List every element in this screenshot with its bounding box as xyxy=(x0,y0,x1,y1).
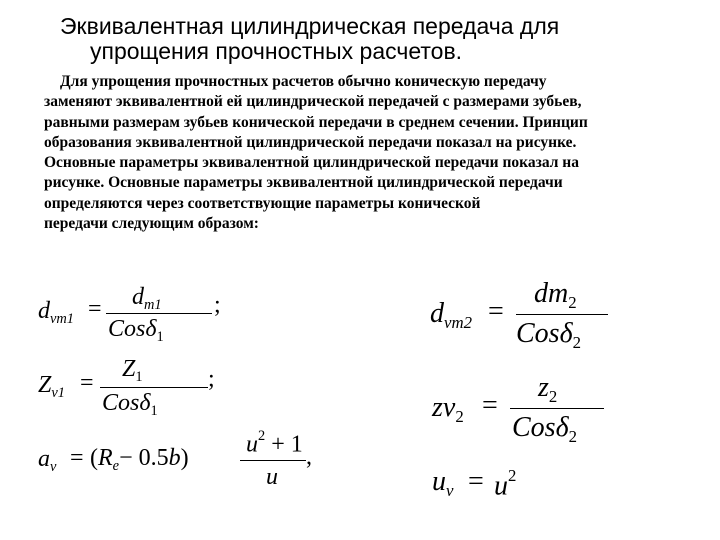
formula-symbol: Z xyxy=(122,356,136,382)
formula-z-v2 xyxy=(432,370,612,450)
paragraph-line: передачи следующим образом: xyxy=(44,215,259,233)
body-paragraph xyxy=(44,72,694,234)
formula-d-vm2 xyxy=(430,278,610,358)
formula-equals: = xyxy=(482,390,498,421)
formula-subscript: 2 xyxy=(455,406,464,426)
formula-symbol: u xyxy=(266,464,278,490)
formula-punct: , xyxy=(306,444,312,470)
fraction-bar xyxy=(100,387,208,388)
title-line-2: упрощения прочностных расчетов. xyxy=(90,38,463,64)
formula-symbol: zv xyxy=(432,392,456,423)
formula-symbol: Cos xyxy=(512,412,556,443)
formula-superscript: 2 xyxy=(258,428,266,444)
formula-subscript: 2 xyxy=(568,292,577,312)
formula-u-v xyxy=(432,462,592,512)
formula-symbol: d xyxy=(38,298,50,324)
formula-symbol: δ xyxy=(139,390,151,416)
fraction-bar xyxy=(106,313,212,314)
formula-symbol: Cos xyxy=(516,318,560,349)
formula-punct: ; xyxy=(214,292,221,318)
formula-equals: = xyxy=(70,445,84,471)
formula-symbol: d xyxy=(430,298,444,329)
formula-subscript: 1 xyxy=(156,329,164,346)
formula-symbol: b xyxy=(168,445,181,471)
paragraph-line: заменяют эквивалентной ей цилиндрической передачей с размерами зубьев, xyxy=(44,93,582,111)
formula-symbol: δ xyxy=(559,318,573,349)
formula-d-vm1 xyxy=(38,284,221,354)
formula-equals: = xyxy=(88,296,102,322)
formula-subscript: 1 xyxy=(135,369,143,386)
paragraph-line: Основные параметры эквивалентной цилиндрической передачи показал на xyxy=(44,154,579,172)
formula-subscript: v1 xyxy=(51,385,65,402)
formula-symbol: dm xyxy=(534,278,569,309)
formula-equals: = xyxy=(488,296,504,327)
paragraph-line: образования эквивалентной цилиндрической передачи показал на рисунке. xyxy=(44,133,577,151)
formula-symbol: Cos xyxy=(108,316,146,342)
formula-subscript: 2 xyxy=(548,386,558,406)
formula-subscript: vm1 xyxy=(50,311,74,328)
formula-symbol: Cos xyxy=(102,390,140,416)
formula-symbol: u xyxy=(494,470,508,502)
paragraph-line: определяются через соответствующие параметры конической xyxy=(44,194,481,212)
formula-subscript: 1 xyxy=(150,403,158,420)
formula-symbol: δ xyxy=(555,412,569,443)
formula-paren: ( xyxy=(90,445,98,471)
title-line-1: Эквивалентная цилиндрическая передача для xyxy=(60,13,560,39)
formula-paren: ) xyxy=(180,445,189,471)
fraction-bar xyxy=(516,314,608,315)
formula-subscript: v xyxy=(50,459,57,476)
formula-symbol: R xyxy=(98,445,113,471)
formula-a-v xyxy=(38,428,312,498)
formula-symbol: u xyxy=(432,466,446,497)
formula-z-v1 xyxy=(38,356,215,426)
formula-subscript: vm2 xyxy=(444,312,472,332)
formula-subscript: 2 xyxy=(568,426,577,446)
fraction-bar xyxy=(510,408,604,409)
formula-subscript: m1 xyxy=(144,297,162,314)
formula-equals: = xyxy=(80,370,94,396)
paragraph-line: равными размерам зубьев конической передачи в среднем сечении. Принцип xyxy=(44,113,588,131)
formula-symbol: Z xyxy=(38,372,52,398)
fraction-bar xyxy=(240,460,306,461)
formula-symbol: δ xyxy=(145,316,157,342)
formula-superscript: 2 xyxy=(508,466,517,485)
formula-symbol: a xyxy=(38,446,50,472)
formula-symbol: d xyxy=(132,284,144,310)
formula-operator: + 1 xyxy=(265,431,303,458)
paragraph-line: рисунке. Основные параметры эквивалентной цилиндрической передачи xyxy=(44,174,563,192)
formula-symbol: u xyxy=(246,431,258,458)
formula-subscript: v xyxy=(446,480,454,500)
formula-subscript: 2 xyxy=(572,332,581,352)
slide-title xyxy=(60,14,680,64)
formula-symbol: z xyxy=(538,372,549,403)
formula-punct: ; xyxy=(208,366,215,392)
formula-operator: − 0.5 xyxy=(119,445,169,471)
paragraph-line: Для упрощения прочностных расчетов обычно коническую передачу xyxy=(60,73,547,90)
formula-equals: = xyxy=(468,466,484,497)
formula-subscript: e xyxy=(112,458,120,475)
